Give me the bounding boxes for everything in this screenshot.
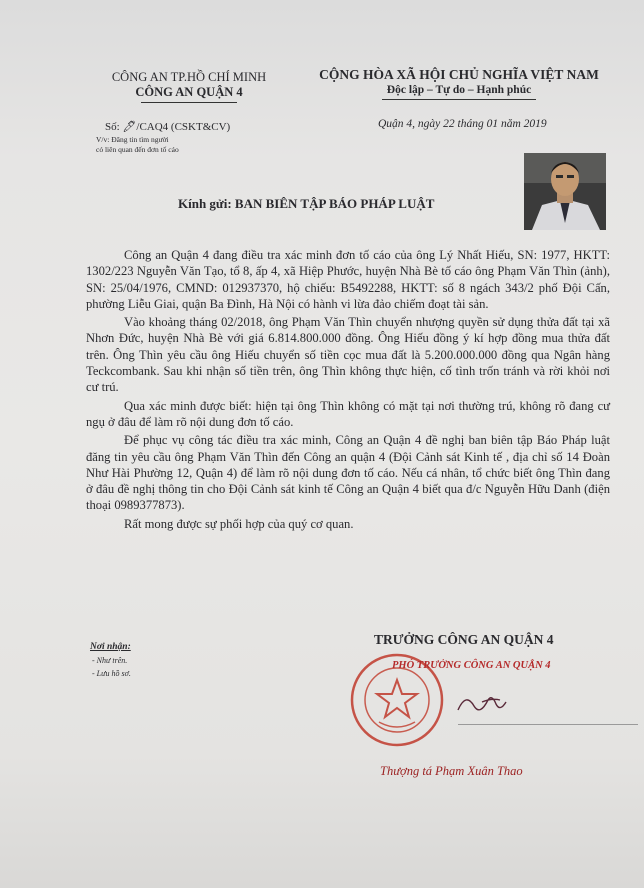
recipient-item: - Như trên.	[92, 656, 128, 665]
recipients-title: Nơi nhận:	[90, 642, 131, 652]
signature-rule	[458, 724, 638, 725]
subject-line-1: V/v: Đăng tin tìm người	[96, 135, 169, 144]
national-motto	[300, 66, 618, 100]
subject-line-2: có liên quan đến đơn tố cáo	[96, 145, 179, 154]
signer-title: TRƯỞNG CÔNG AN QUẬN 4	[374, 632, 554, 647]
signer-name: Thượng tá Phạm Xuân Thao	[380, 764, 523, 778]
subject-line	[96, 135, 246, 155]
handwritten-signature	[452, 682, 562, 722]
document-date: Quận 4, ngày 22 tháng 01 năm 2019	[378, 118, 547, 130]
paragraph: Công an Quận 4 đang điều tra xác minh đơn tố cáo của ông Lý Nhất Hiếu, SN: 1977, HKTT: 1302/223 Nguyễn Văn Tạo, tổ 8, ấp 4, xã Hiệp Phước, huyện Nhà Bè tố cáo ông Phạm Văn Thìn (ảnh), SN: 25/04/1976, CMND: 012937370, hộ chiếu: B5492288, HKTT: số 8 ngách 343/2 phố Đội Cấn, phường Liễu Giai, quận Ba Đình, Hà Nội có hành vi lừa đảo chiếm đoạt tài sản.	[86, 248, 610, 311]
paragraph: Vào khoảng tháng 02/2018, ông Phạm Văn Thìn chuyển nhượng quyền sử dụng thửa đất tại xã Nhơn Đức, huyện Nhà Bè với giá 6.814.800.000 đồng. Ông Hiếu đồng ý kí hợp đồng mua thửa đất trên. Ông Thìn yêu cầu ông Hiếu chuyển số tiền cọc mua đất là 5.200.000.000 đồng qua Ngân hàng Teckcombank. Sau khi nhận số tiền trên, ông Thìn không thực hiện, cố tình trốn tránh và rời khỏi nơi cư trú.	[86, 315, 610, 395]
motto-underline	[382, 99, 536, 100]
reference-number: Số: 🖊/CAQ4 (CSKT&CV)	[105, 121, 231, 133]
salutation: Kính gửi: BAN BIÊN TẬP BÁO PHÁP LUẬT	[178, 196, 435, 211]
letter-body	[86, 247, 610, 534]
paragraph: Để phục vụ công tác điều tra xác minh, Công an Quận 4 đề nghị ban biên tập Báo Pháp luật đăng tin yêu cầu ông Phạm Văn Thìn đến Công an quận 4 (Đội Cảnh sát Kinh tế , địa chỉ số 14 Đoàn Như Hài Phường 12, Quận 4) để làm rõ nội dung đơn tố cáo. Nếu cá nhân, tổ chức biết ông Thìn đang ở đâu đề nghị thông tin cho Đội Cảnh sát kinh tế Công an Quận 4 biết qua đ/c Nguyễn Hữu Danh (điện thoại 0989377873).	[86, 433, 610, 513]
agency-underline	[141, 102, 237, 103]
paragraph: Qua xác minh được biết: hiện tại ông Thìn không có mặt tại nơi thường trú, không rõ đang cư ngụ ở đâu để làm rõ nội dung đơn tố cáo.	[86, 398, 610, 429]
recipient-item: - Lưu hồ sơ.	[92, 669, 131, 678]
country-name: CỘNG HÒA XÃ HỘI CHỦ NGHĨA VIỆT NAM	[319, 67, 599, 82]
motto: Độc lập – Tự do – Hạnh phúc	[386, 84, 532, 96]
recipients-block	[90, 641, 131, 680]
suspect-photo	[524, 153, 606, 230]
issuing-agency	[84, 70, 294, 103]
agency-parent: CÔNG AN TP.HỒ CHÍ MINH	[111, 70, 267, 84]
closing-paragraph: Rất mong được sự phối hợp của quý cơ quan.	[124, 516, 354, 531]
deputy-title: PHÓ TRƯỞNG CÔNG AN QUẬN 4	[392, 660, 551, 671]
agency-name: CÔNG AN QUẬN 4	[135, 85, 243, 99]
